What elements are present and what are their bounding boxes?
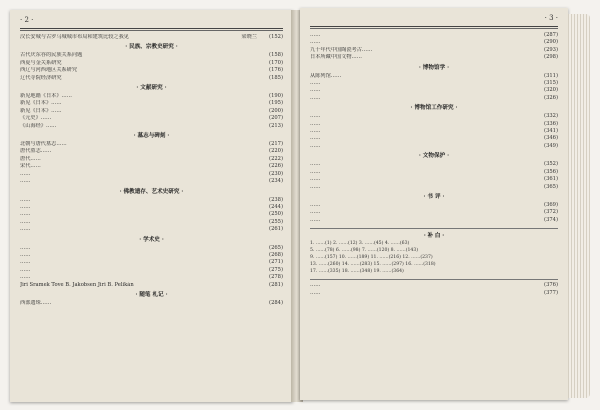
toc-entry-page: (250) [269,211,283,218]
toc-entry-title: Jiri Sramek Tove B. Jakobsen Jiri B. Pelikán [20,281,134,288]
toc-entry-page: (195) [269,100,283,107]
toc-entry-title: …… [310,113,321,120]
toc-entry-title: …… [20,244,31,251]
toc-entry-page: (298) [544,54,558,61]
toc-entry [310,161,558,168]
header-rule [20,28,283,29]
section-heading: · 文献研究 · [136,85,167,92]
toc-entry-page: (361) [544,176,558,183]
toc-entry-title: …… [310,289,321,296]
toc-entry-page: (170) [269,59,283,66]
toc-entry-title: 新见地籍《日本》…… [20,93,72,100]
toc-entry [20,211,283,218]
toc-entry [20,178,283,185]
toc-entry-title: 辽代寺院经济研究 [20,74,62,81]
toc-entry-author [490,39,534,46]
toc-entry [310,217,558,224]
toc-entry-title: 西夏与金关系研究 [20,59,62,66]
toc-entry-author [215,219,259,226]
toc-entry-author [490,95,534,102]
toc-entry [310,282,558,289]
toc-entry-title: …… [310,282,321,289]
toc-entry-page: (271) [269,259,283,266]
toc-entry [310,73,558,80]
toc-entry-author [215,67,259,74]
toc-entry [20,156,283,163]
toc-entry-title: …… [20,274,31,281]
toc-entry-title: …… [20,218,31,225]
toc-entry-author [490,202,534,209]
section-heading: · 文物保护 · [418,153,450,160]
toc-entry [310,143,558,150]
toc-entry-title: …… [20,259,31,266]
toc-entry-title: …… [310,176,321,183]
toc-entry-author [215,156,259,163]
footnote-line: 13. ……(260) 14. ……(283) 15. ……(297) 16. ……(318) [310,262,436,268]
toc-entry [20,245,283,252]
right-page-number: · 3 · [544,14,558,22]
toc-entry-title: …… [310,135,321,142]
toc-entry [310,95,558,102]
toc-entry-author [490,113,534,120]
toc-entry [20,60,283,67]
toc-entry [20,252,283,259]
toc-entry-page: (369) [544,201,558,208]
toc-entry [20,259,283,266]
toc-entry-author [215,197,259,204]
left-page-number: · 2 · [20,16,34,24]
toc-entry-page: (176) [269,67,283,74]
toc-entry-title: 西部遗珠…… [20,299,52,306]
header-rule-thin [310,28,558,29]
toc-entry-author [490,87,534,94]
toc-entry-author [490,282,534,289]
toc-entry-author [215,267,259,274]
footnote-line: 17. ……(335) 18. ……(348) 19. ……(364) [310,269,404,275]
toc-entry [20,108,283,115]
toc-entry-title: 《元史》…… [20,115,52,122]
toc-entry-author [490,290,534,297]
toc-entry [310,32,558,39]
toc-entry-title: 汉长安城与古罗马城城市布局和建筑比较之我见 [20,34,129,40]
toc-entry-title: …… [310,32,321,38]
toc-entry [20,204,283,211]
toc-entry-author [215,163,259,170]
toc-entry-author [490,54,534,61]
separator [310,228,558,229]
toc-entry-author [215,108,259,115]
section-heading: · 书 评 · [423,193,445,200]
toc-entry [310,80,558,87]
section-heading: · 学术史 · [139,236,164,243]
toc-entry-page: (377) [544,289,558,296]
toc-entry-author [215,148,259,155]
toc-entry [310,121,558,128]
toc-entry [310,135,558,142]
toc-entry-title: …… [310,209,321,216]
toc-entry-author [490,121,534,128]
toc-entry-title: …… [310,201,321,208]
header-rule [310,26,558,27]
toc-entry-page: (220) [269,148,283,155]
toc-entry-author [490,80,534,87]
toc-entry-title: …… [310,80,321,87]
toc-entry-author [215,252,259,259]
toc-entry-author [490,184,534,191]
toc-entry-title: …… [310,161,321,168]
toc-entry-page: (265) [269,244,283,251]
toc-entry-author [490,135,534,142]
toc-entry-page: (284) [269,299,283,306]
toc-entry-page: (341) [544,128,558,135]
toc-entry [310,87,558,94]
toc-entry-author [215,115,259,122]
toc-entry [20,34,283,41]
toc-entry [310,113,558,120]
toc-entry [20,197,283,204]
toc-entry [310,176,558,183]
toc-entry-page: (365) [544,183,558,190]
toc-entry-author [215,282,259,289]
toc-entry-page: (261) [269,226,283,233]
toc-entry-author: 梁晓兰 [241,34,257,40]
toc-entry-title: 新见《日本》…… [20,100,62,107]
toc-entry-author [490,161,534,168]
toc-entry [20,93,283,100]
toc-entry-page: (222) [269,155,283,162]
toc-entry [20,148,283,155]
toc-entry-title: 《山海经》…… [20,122,57,129]
section-heading: · 随笔 札记 · [135,291,168,298]
toc-entry-title: 唐代墓志…… [20,148,52,155]
toc-entry-title: …… [20,266,31,273]
right-contents [310,32,558,297]
toc-entry-page: (356) [544,168,558,175]
toc-entry-page: (255) [269,218,283,225]
toc-entry [20,52,283,59]
toc-entry-author [215,75,259,82]
toc-entry-title: …… [310,87,321,94]
section-heading: · 博物馆学 · [418,64,450,71]
toc-entry [310,47,558,54]
section-heading: · 佛教遗存、艺术史研究 · [119,188,184,195]
toc-entry-title: …… [20,211,31,218]
toc-entry-page: (287) [544,32,558,38]
toc-entry-title: 新见《日本》…… [20,107,62,114]
toc-entry-author [215,171,259,178]
toc-entry-author [215,300,259,307]
page-edges [568,14,590,398]
toc-entry-title: …… [310,128,321,135]
toc-entry-author [490,169,534,176]
left-contents [20,34,283,307]
toc-entry [310,169,558,176]
footnote-line: 9. ……(157) 10. ……(189) 11. ……(216) 12. ……(237) [310,255,433,261]
toc-entry [20,115,283,122]
toc-entry-page: (226) [269,163,283,170]
toc-entry-author [215,274,259,281]
toc-entry-page: (190) [269,93,283,100]
toc-entry-page: (200) [269,107,283,114]
toc-entry-title: 宋代…… [20,163,41,170]
toc-entry-title: 九十年代中国陶瓷考古…… [310,46,373,53]
toc-entry-page: (213) [269,122,283,129]
toc-entry-title: 古代庆东谷的民族关系问题 [20,52,83,59]
toc-entry [20,123,283,130]
toc-entry-page: (374) [544,216,558,223]
toc-entry [20,267,283,274]
toc-entry-title: …… [310,39,321,46]
toc-entry-page: (346) [544,135,558,142]
section-heading: · 民族、宗教史研究 · [125,44,178,51]
toc-entry-page: (244) [269,203,283,210]
toc-entry-author [215,93,259,100]
toc-entry-author [490,128,534,135]
left-page [10,10,293,402]
toc-entry-title: 唐代…… [20,155,41,162]
toc-entry-author [490,217,534,224]
toc-entry-title: 北朝与唐代墓志…… [20,141,67,148]
toc-entry [310,39,558,46]
toc-entry-page: (152) [269,34,283,40]
toc-entry-page: (293) [544,46,558,53]
toc-entry-author [215,52,259,59]
toc-entry-author [215,204,259,211]
toc-entry-page: (326) [544,94,558,101]
toc-entry-author [215,259,259,266]
toc-entry-author [490,73,534,80]
section-heading: · 墓志与碑刻 · [133,133,170,140]
separator [310,279,558,280]
toc-entry-page: (372) [544,209,558,216]
toc-entry-title: …… [310,120,321,127]
toc-entry-author [215,226,259,233]
toc-entry-title: …… [20,170,31,177]
toc-entry-title: 西辽与河西地区关系研究 [20,67,78,74]
toc-entry-author [215,211,259,218]
toc-entry-page: (290) [544,39,558,46]
toc-entry-author [215,245,259,252]
toc-entry-page: (207) [269,115,283,122]
toc-entry [310,128,558,135]
toc-entry [310,202,558,209]
toc-entry-author [490,143,534,150]
toc-entry [310,184,558,191]
toc-entry-title: …… [310,216,321,223]
toc-entry-title: …… [20,196,31,203]
toc-entry-page: (185) [269,74,283,81]
toc-entry-page: (376) [544,282,558,289]
toc-entry-page: (275) [269,266,283,273]
toc-entry-page: (349) [544,142,558,149]
toc-entry-page: (320) [544,87,558,94]
toc-entry-page: (315) [544,80,558,87]
toc-entry-title: …… [310,94,321,101]
toc-entry-page: (230) [269,170,283,177]
toc-entry [20,274,283,281]
toc-entry-page: (281) [269,281,283,288]
toc-entry [20,300,283,307]
toc-entry-author [215,60,259,67]
toc-entry-author [215,141,259,148]
toc-entry-author [215,123,259,130]
toc-entry-author [490,209,534,216]
toc-entry-title: …… [310,183,321,190]
toc-entry-author [490,32,534,39]
footnote-line: 1. ……(1) 2. ……(12) 3. ……(45) 4. ……(63) [310,241,410,247]
toc-entry-author [215,100,259,107]
toc-entry [20,171,283,178]
toc-entry-page: (336) [544,120,558,127]
toc-entry-author [490,176,534,183]
toc-entry [20,163,283,170]
toc-entry [20,219,283,226]
toc-entry-page: (332) [544,113,558,120]
right-page [300,8,568,400]
toc-entry-title: …… [310,168,321,175]
toc-entry [310,290,558,297]
toc-entry [310,54,558,61]
toc-entry-title: 日本所藏中国文物…… [310,54,362,61]
toc-entry-title: 从陈列馆…… [310,72,342,79]
toc-entry [20,67,283,74]
toc-entry-title: …… [20,226,31,233]
toc-entry-title: …… [20,251,31,258]
toc-entry [20,75,283,82]
toc-entry-page: (217) [269,141,283,148]
header-rule-thin [20,30,283,31]
toc-entry [310,209,558,216]
toc-entry [20,141,283,148]
toc-entry-title: …… [310,142,321,149]
section-heading: · 博物馆工作研究 · [410,105,458,112]
toc-entry-page: (158) [269,52,283,59]
toc-entry [20,226,283,233]
toc-entry-title: …… [20,203,31,210]
toc-entry-page: (238) [269,196,283,203]
toc-entry-title: …… [20,178,31,185]
toc-entry-page: (234) [269,178,283,185]
toc-entry-author [215,178,259,185]
footnote-line: 5. ……(78) 6. ……(98) 7. ……(120) 8. ……(143) [310,248,419,254]
footnote-title: · 补 白 · [423,233,445,240]
toc-entry [20,100,283,107]
toc-entry-page: (352) [544,161,558,168]
toc-entry-page: (278) [269,274,283,281]
toc-entry [20,282,283,289]
toc-entry-page: (311) [544,72,558,79]
toc-entry-page: (268) [269,251,283,258]
toc-entry-author [490,47,534,54]
